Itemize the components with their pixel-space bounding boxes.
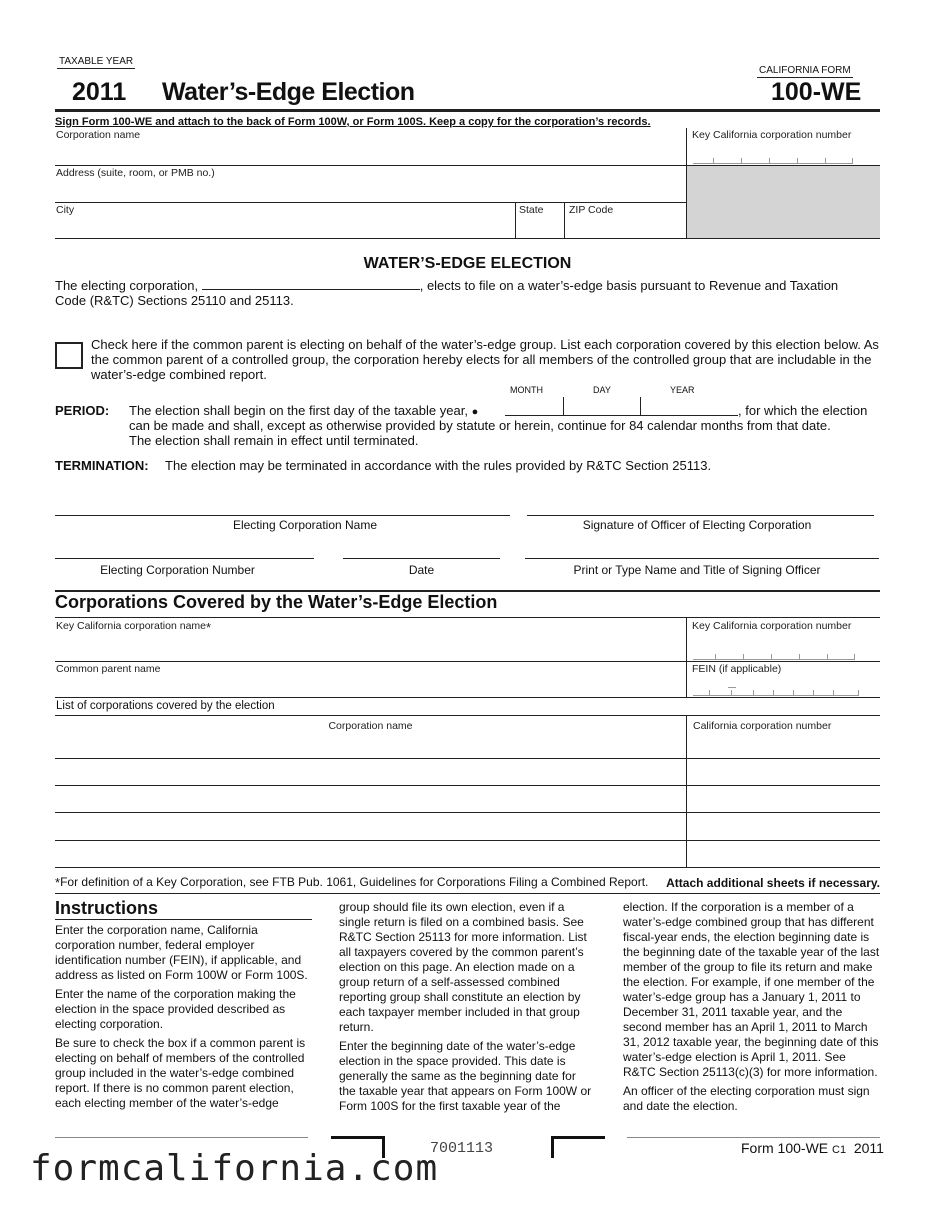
list-row-3-number[interactable] xyxy=(690,787,878,811)
zip-label: ZIP Code xyxy=(569,204,614,216)
key-corp-number-ticks xyxy=(693,654,855,660)
form-code: 7001113 xyxy=(430,1140,494,1157)
instructions-col2: group should file its own election, even if a single return is filed on a combined basis. See R&TC Section 25113 for more information. List all taxpayers covered by the common parent’s election on this page. An election made on a group return of a self-assessed combined reporting group shall constitute an election by each taxpayer member included in that group return. Enter the beginning date of the water’s-edge election in the space provided. This date is generally the same as the beginning date for the taxable year that appears on Form 100W or Form 100S for the first taxable year of the xyxy=(339,900,592,1113)
form-number: 100-WE xyxy=(771,78,862,106)
list-row-2-name[interactable] xyxy=(56,760,683,784)
list-label: List of corporations covered by the election xyxy=(56,700,275,712)
key-corp-name-label: Key California corporation name* xyxy=(56,620,212,635)
parent-name-field[interactable] xyxy=(56,676,683,696)
watermark: formcalifornia.com xyxy=(30,1148,439,1189)
period-line1: The election shall begin on the first day of the taxable year, ● xyxy=(129,403,479,418)
col-corp-name-header: Corporation name xyxy=(328,720,413,732)
fein-ticks xyxy=(693,690,859,696)
election-heading: WATER’S-EDGE ELECTION xyxy=(363,255,572,272)
electing-corp-number-field[interactable] xyxy=(55,540,314,559)
instructions-col1: Enter the corporation name, California corporation number, federal employer identification number (FEIN), if applicable, and address as listed on Form 100W or Form 100S. Enter the name of the corporation making the election in the space provided described as electing corporation. Be sure to check the box if a common parent is electing on behalf of members of the controlled group included in the water’s-edge combined report. If there is no common parent election, each electing member of the water’s-edge xyxy=(55,923,308,1110)
election-line2: Code (R&TC) Sections 25110 and 25113. xyxy=(55,293,294,308)
parent-name-label: Common parent name xyxy=(56,663,161,675)
list-row-5-number[interactable] xyxy=(690,842,878,866)
col-corp-number-header: California corporation number xyxy=(693,720,832,732)
print-name-label: Print or Type Name and Title of Signing Officer xyxy=(573,563,821,577)
period-year-field[interactable] xyxy=(640,397,738,416)
registration-mark-right xyxy=(551,1136,605,1158)
city-field[interactable] xyxy=(56,217,513,237)
state-label: State xyxy=(519,204,544,216)
address-label: Address (suite, room, or PMB no.) xyxy=(56,167,215,179)
termination-label: TERMINATION: xyxy=(55,458,149,473)
list-row-5-name[interactable] xyxy=(56,842,683,866)
signature-label: Signature of Officer of Electing Corporation xyxy=(582,518,812,532)
state-field[interactable] xyxy=(517,217,563,237)
electing-corp-blank[interactable] xyxy=(202,278,420,290)
termination-text: The election may be terminated in accordance with the rules provided by R&TC Section 25113. xyxy=(165,458,712,473)
form-title: Water’s-Edge Election xyxy=(162,78,415,106)
month-label: MONTH xyxy=(510,385,543,395)
signature-field[interactable] xyxy=(527,498,874,516)
key-number-ticks xyxy=(693,158,853,164)
checkbox-text: Check here if the common parent is electing on behalf of the water’s-edge group. List each corporation covered by this election below. As the common parent of a controlled group, the corporation hereby elects for all members of the controlled group that are includable in the water’s-edge combined report. xyxy=(91,337,879,382)
covered-heading: Corporations Covered by the Water’s-Edge Election xyxy=(55,592,498,612)
attach-sheets-note: Attach additional sheets if necessary. xyxy=(666,876,880,890)
list-row-1-number[interactable] xyxy=(690,733,878,757)
period-label: PERIOD: xyxy=(55,403,110,418)
taxable-year-label: TAXABLE YEAR xyxy=(59,56,134,67)
day-label: DAY xyxy=(593,385,611,395)
period-month-field[interactable] xyxy=(505,397,563,416)
instructions-col3: election. If the corporation is a member of a water’s-edge combined group that has different fiscal-year ends, the election beginning date is the beginning date of the taxable year of the last member of the group to file its return and make the election. For example, if one member of the water’s-edge group has a January 1, 2011 to December 31, 2011 taxable year, and the second member has an April 1, 2011 to March 31, 2012 taxable year, the beginning date of this water’s-edge election is April 1, 2011. See R&TC Section 25113(c)(3) for more information. An officer of the electing corporation must sign and date the election. xyxy=(623,900,880,1113)
instructions-heading: Instructions xyxy=(55,898,159,918)
date-field[interactable] xyxy=(343,540,500,559)
corp-name-label: Corporation name xyxy=(56,129,141,141)
election-line1: The electing corporation, , elects to file on a water’s-edge basis pursuant to Revenue and Taxation xyxy=(55,278,839,293)
key-number-label: Key California corporation number xyxy=(692,129,852,141)
corp-name-field[interactable] xyxy=(56,142,683,164)
period-line2: can be made and shall, except as otherwise provided by statute or herein, continue for 84 calendar months from that date. xyxy=(129,418,831,433)
form-year: 2011 xyxy=(72,78,127,106)
print-name-field[interactable] xyxy=(525,540,879,559)
california-form-label: CALIFORNIA FORM xyxy=(759,65,851,76)
period-day-field[interactable] xyxy=(563,397,640,416)
year-label: YEAR xyxy=(670,385,695,395)
footnote: *For definition of a Key Corporation, see FTB Pub. 1061, Guidelines for Corporations Filing a Combined Report. xyxy=(55,875,649,890)
address-field[interactable] xyxy=(56,180,683,201)
list-row-4-name[interactable] xyxy=(56,814,683,838)
zip-field[interactable] xyxy=(567,217,684,237)
electing-corp-number-label: Electing Corporation Number xyxy=(100,563,255,577)
sign-instruction: Sign Form 100-WE and attach to the back of Form 100W, or Form 100S. Keep a copy for the corporation’s records. xyxy=(55,116,651,128)
common-parent-checkbox[interactable] xyxy=(55,342,83,369)
shaded-box xyxy=(686,165,880,238)
electing-corp-name-label: Electing Corporation Name xyxy=(232,518,378,532)
city-label: City xyxy=(56,204,75,216)
period-line1-suffix: , for which the election xyxy=(738,403,868,418)
fein-label: FEIN (if applicable) xyxy=(692,663,782,675)
list-row-2-number[interactable] xyxy=(690,760,878,784)
header-rule xyxy=(55,109,880,112)
footer-form-label: Form 100-WE C1 2011 xyxy=(741,1140,884,1156)
list-row-3-name[interactable] xyxy=(56,787,683,811)
list-row-4-number[interactable] xyxy=(690,814,878,838)
period-line3: The election shall remain in effect until terminated. xyxy=(129,433,419,448)
date-label: Date xyxy=(408,563,435,577)
key-corp-number-label: Key California corporation number xyxy=(692,620,852,632)
electing-corp-name-field[interactable] xyxy=(55,498,510,516)
key-corp-name-field[interactable] xyxy=(56,634,683,659)
list-row-1-name[interactable] xyxy=(56,733,683,757)
